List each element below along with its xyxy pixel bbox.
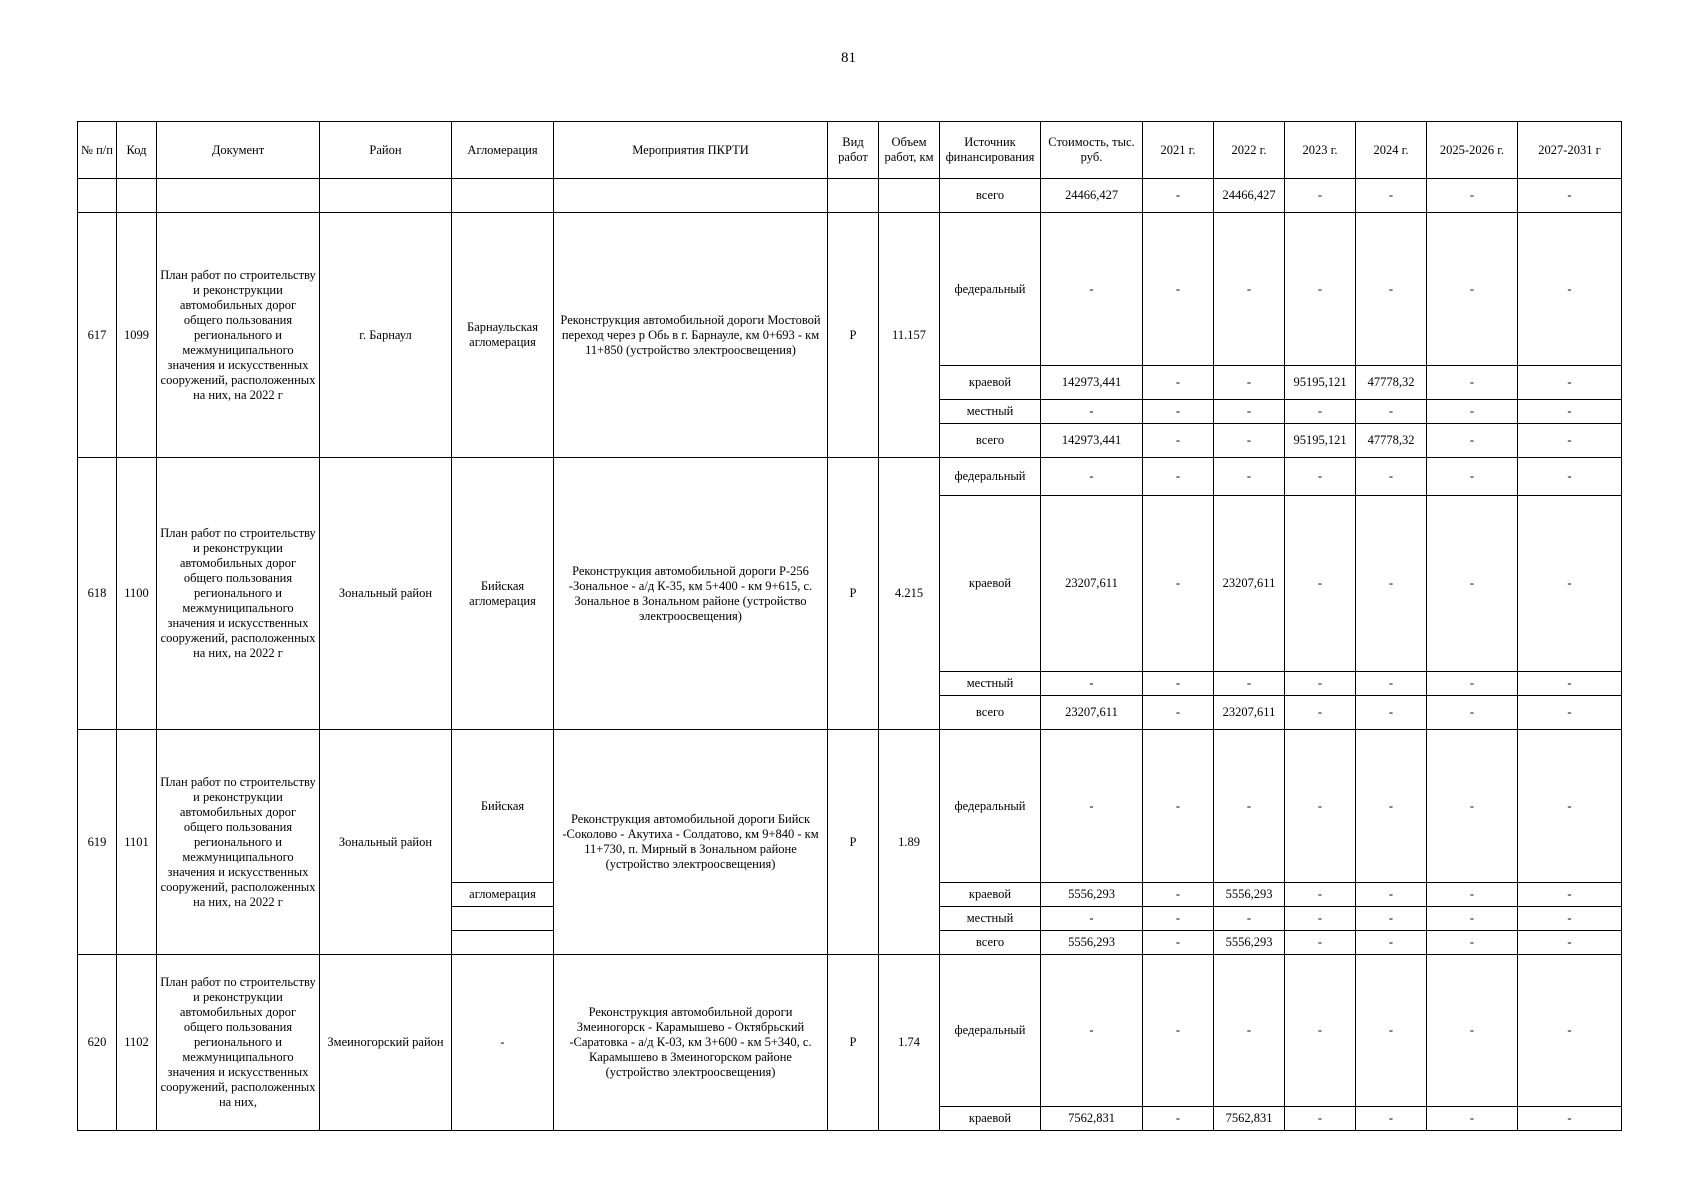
row-measures: Реконструкция автомобильной дороги Бийск -Соколово - Акутиха - Солдатово, км 9+840 - км 11+730, п. Мирный в Зональном районе (устройство электроосвещения): [554, 730, 828, 955]
year-2024-cell: -: [1356, 213, 1427, 366]
source-cell: федеральный: [940, 458, 1041, 496]
year-2023-cell: 95195,121: [1285, 424, 1356, 458]
header-2027-2031: 2027-2031 г: [1518, 122, 1622, 179]
entry-row: [78, 955, 1622, 1107]
year-2021-cell: -: [1143, 496, 1214, 672]
year-2022-cell: -: [1214, 213, 1285, 366]
entry-row: [78, 730, 1622, 883]
row-work-type: Р: [828, 213, 879, 458]
cost-cell: -: [1041, 730, 1143, 883]
carry-over-row: [78, 179, 1622, 213]
year-2023-cell: -: [1285, 400, 1356, 424]
cost-cell: 23207,611: [1041, 496, 1143, 672]
source-cell: местный: [940, 400, 1041, 424]
year-2027-2031-cell: -: [1518, 730, 1622, 883]
year-2023-cell: -: [1285, 213, 1356, 366]
year-2024-cell: -: [1356, 955, 1427, 1107]
header-volume: Объем работ, км: [879, 122, 940, 179]
year-2025-2026-cell: -: [1427, 424, 1518, 458]
year-2022-cell: -: [1214, 458, 1285, 496]
year-2023-cell: -: [1285, 672, 1356, 696]
source-cell: краевой: [940, 883, 1041, 907]
header-work-type: Вид работ: [828, 122, 879, 179]
year-2021-cell: -: [1143, 1107, 1214, 1131]
year-2021-cell: -: [1143, 458, 1214, 496]
year-2021-cell: -: [1143, 931, 1214, 955]
cost-cell: -: [1041, 400, 1143, 424]
entry-row: [78, 458, 1622, 496]
source-cell: местный: [940, 907, 1041, 931]
empty-cell: [452, 931, 554, 955]
year-2022-cell: 7562,831: [1214, 1107, 1285, 1131]
year-2023-cell: -: [1285, 730, 1356, 883]
year-2022-cell: 5556,293: [1214, 931, 1285, 955]
cost-cell: -: [1041, 458, 1143, 496]
year-2021-cell: -: [1143, 366, 1214, 400]
row-agglomeration: Бийская: [452, 730, 554, 883]
cost-cell: -: [1041, 955, 1143, 1107]
year-2027-2031-cell: -: [1518, 366, 1622, 400]
source-cell: федеральный: [940, 213, 1041, 366]
year-2021-cell: -: [1143, 213, 1214, 366]
row-work-type: Р: [828, 730, 879, 955]
row-district: Змеиногорский район: [320, 955, 452, 1131]
year-2023-cell: -: [1285, 907, 1356, 931]
year-2022-cell: -: [1214, 424, 1285, 458]
year-2021-cell: -: [1143, 955, 1214, 1107]
year-2027-2031-cell: -: [1518, 179, 1622, 213]
cost-cell: 23207,611: [1041, 696, 1143, 730]
year-2022-cell: 23207,611: [1214, 696, 1285, 730]
year-2027-2031-cell: -: [1518, 424, 1622, 458]
empty-cell: [452, 179, 554, 213]
page-number: 81: [841, 50, 856, 66]
year-2021-cell: -: [1143, 883, 1214, 907]
empty-cell: [320, 179, 452, 213]
year-2027-2031-cell: -: [1518, 458, 1622, 496]
row-number: 620: [78, 955, 117, 1131]
row-agglomeration: агломерация: [452, 883, 554, 907]
year-2025-2026-cell: -: [1427, 907, 1518, 931]
row-district: г. Барнаул: [320, 213, 452, 458]
year-2025-2026-cell: -: [1427, 400, 1518, 424]
year-2022-cell: 24466,427: [1214, 179, 1285, 213]
year-2025-2026-cell: -: [1427, 730, 1518, 883]
row-volume: 4.215: [879, 458, 940, 730]
year-2027-2031-cell: -: [1518, 907, 1622, 931]
year-2023-cell: -: [1285, 179, 1356, 213]
year-2023-cell: 95195,121: [1285, 366, 1356, 400]
header-num: № п/п: [78, 122, 117, 179]
row-work-type: Р: [828, 955, 879, 1131]
year-2025-2026-cell: -: [1427, 496, 1518, 672]
row-measures: Реконструкция автомобильной дороги Змеиногорск - Карамышево - Октябрьский -Саратовка - а/д К-03, км 3+600 - км 5+340, с. Карамышево в Змеиногорском районе (устройство электроосвещения): [554, 955, 828, 1131]
source-cell: всего: [940, 931, 1041, 955]
row-district: Зональный район: [320, 458, 452, 730]
row-volume: 1.74: [879, 955, 940, 1131]
year-2021-cell: -: [1143, 696, 1214, 730]
row-number: 617: [78, 213, 117, 458]
year-2024-cell: -: [1356, 1107, 1427, 1131]
year-2024-cell: -: [1356, 696, 1427, 730]
year-2024-cell: -: [1356, 883, 1427, 907]
row-agglomeration: -: [452, 955, 554, 1131]
header-2023: 2023 г.: [1285, 122, 1356, 179]
year-2024-cell: -: [1356, 179, 1427, 213]
cost-cell: 24466,427: [1041, 179, 1143, 213]
year-2024-cell: -: [1356, 400, 1427, 424]
header-code: Код: [117, 122, 157, 179]
row-code: 1102: [117, 955, 157, 1131]
cost-cell: 5556,293: [1041, 883, 1143, 907]
year-2025-2026-cell: -: [1427, 366, 1518, 400]
cost-cell: -: [1041, 672, 1143, 696]
header-2022: 2022 г.: [1214, 122, 1285, 179]
year-2024-cell: -: [1356, 496, 1427, 672]
financing-table: [77, 121, 1622, 1131]
year-2027-2031-cell: -: [1518, 213, 1622, 366]
year-2027-2031-cell: -: [1518, 672, 1622, 696]
source-cell: федеральный: [940, 955, 1041, 1107]
row-document: План работ по строительству и реконструкции автомобильных дорог общего пользования регионального и межмуниципального значения и искусственных сооружений, расположенных на них, на 2022 г: [157, 458, 320, 730]
year-2025-2026-cell: -: [1427, 931, 1518, 955]
row-code: 1101: [117, 730, 157, 955]
year-2027-2031-cell: -: [1518, 883, 1622, 907]
year-2021-cell: -: [1143, 907, 1214, 931]
header-agglomeration: Агломерация: [452, 122, 554, 179]
year-2025-2026-cell: -: [1427, 458, 1518, 496]
year-2024-cell: -: [1356, 730, 1427, 883]
year-2024-cell: -: [1356, 907, 1427, 931]
year-2025-2026-cell: -: [1427, 883, 1518, 907]
entry-row: [78, 213, 1622, 366]
year-2022-cell: -: [1214, 366, 1285, 400]
year-2024-cell: 47778,32: [1356, 424, 1427, 458]
row-volume: 1.89: [879, 730, 940, 955]
source-cell: краевой: [940, 1107, 1041, 1131]
year-2025-2026-cell: -: [1427, 955, 1518, 1107]
year-2023-cell: -: [1285, 458, 1356, 496]
year-2027-2031-cell: -: [1518, 696, 1622, 730]
row-work-type: Р: [828, 458, 879, 730]
year-2022-cell: -: [1214, 672, 1285, 696]
year-2023-cell: -: [1285, 883, 1356, 907]
year-2021-cell: -: [1143, 179, 1214, 213]
cost-cell: -: [1041, 213, 1143, 366]
year-2021-cell: -: [1143, 672, 1214, 696]
year-2025-2026-cell: -: [1427, 213, 1518, 366]
year-2021-cell: -: [1143, 730, 1214, 883]
year-2022-cell: -: [1214, 400, 1285, 424]
year-2023-cell: -: [1285, 1107, 1356, 1131]
row-code: 1100: [117, 458, 157, 730]
header-2021: 2021 г.: [1143, 122, 1214, 179]
source-cell: краевой: [940, 496, 1041, 672]
empty-cell: [78, 179, 117, 213]
header-cost: Стоимость, тыс. руб.: [1041, 122, 1143, 179]
source-cell: всего: [940, 424, 1041, 458]
cost-cell: 7562,831: [1041, 1107, 1143, 1131]
year-2023-cell: -: [1285, 496, 1356, 672]
source-cell: федеральный: [940, 730, 1041, 883]
header-measures: Мероприятия ПКРТИ: [554, 122, 828, 179]
cost-cell: 142973,441: [1041, 366, 1143, 400]
header-district: Район: [320, 122, 452, 179]
year-2024-cell: -: [1356, 672, 1427, 696]
year-2027-2031-cell: -: [1518, 1107, 1622, 1131]
year-2025-2026-cell: -: [1427, 179, 1518, 213]
source-cell: краевой: [940, 366, 1041, 400]
row-number: 618: [78, 458, 117, 730]
year-2021-cell: -: [1143, 400, 1214, 424]
row-document: План работ по строительству и реконструкции автомобильных дорог общего пользования регионального и межмуниципального значения и искусственных сооружений, расположенных на них,: [157, 955, 320, 1131]
row-document: План работ по строительству и реконструкции автомобильных дорог общего пользования регионального и межмуниципального значения и искусственных сооружений, расположенных на них, на 2022 г: [157, 730, 320, 955]
year-2025-2026-cell: -: [1427, 1107, 1518, 1131]
source-cell: всего: [940, 696, 1041, 730]
empty-cell: [117, 179, 157, 213]
source-cell: всего: [940, 179, 1041, 213]
row-code: 1099: [117, 213, 157, 458]
year-2023-cell: -: [1285, 955, 1356, 1107]
empty-cell: [452, 907, 554, 931]
year-2027-2031-cell: -: [1518, 496, 1622, 672]
year-2024-cell: -: [1356, 931, 1427, 955]
row-document: План работ по строительству и реконструкции автомобильных дорог общего пользования регионального и межмуниципального значения и искусственных сооружений, расположенных на них, на 2022 г: [157, 213, 320, 458]
header-row: [78, 122, 1622, 179]
year-2025-2026-cell: -: [1427, 696, 1518, 730]
row-district: Зональный район: [320, 730, 452, 955]
row-volume: 11.157: [879, 213, 940, 458]
year-2022-cell: -: [1214, 907, 1285, 931]
empty-cell: [157, 179, 320, 213]
empty-cell: [554, 179, 828, 213]
year-2022-cell: -: [1214, 955, 1285, 1107]
year-2021-cell: -: [1143, 424, 1214, 458]
year-2024-cell: 47778,32: [1356, 366, 1427, 400]
header-document: Документ: [157, 122, 320, 179]
empty-cell: [879, 179, 940, 213]
year-2022-cell: 23207,611: [1214, 496, 1285, 672]
year-2025-2026-cell: -: [1427, 672, 1518, 696]
year-2022-cell: 5556,293: [1214, 883, 1285, 907]
row-agglomeration: Бийская агломерация: [452, 458, 554, 730]
year-2027-2031-cell: -: [1518, 400, 1622, 424]
year-2024-cell: -: [1356, 458, 1427, 496]
source-cell: местный: [940, 672, 1041, 696]
year-2027-2031-cell: -: [1518, 955, 1622, 1107]
year-2023-cell: -: [1285, 931, 1356, 955]
header-2025-2026: 2025-2026 г.: [1427, 122, 1518, 179]
cost-cell: 5556,293: [1041, 931, 1143, 955]
row-measures: Реконструкция автомобильной дороги Мостовой переход через р Обь в г. Барнауле, км 0+693 - км 11+850 (устройство электроосвещения): [554, 213, 828, 458]
year-2023-cell: -: [1285, 696, 1356, 730]
cost-cell: 142973,441: [1041, 424, 1143, 458]
year-2027-2031-cell: -: [1518, 931, 1622, 955]
header-2024: 2024 г.: [1356, 122, 1427, 179]
row-number: 619: [78, 730, 117, 955]
empty-cell: [828, 179, 879, 213]
row-agglomeration: Барнаульская агломерация: [452, 213, 554, 458]
year-2022-cell: -: [1214, 730, 1285, 883]
row-measures: Реконструкция автомобильной дороги Р-256 -Зональное - а/д К-35, км 5+400 - км 9+615, с. Зональное в Зональном районе (устройство электроосвещения): [554, 458, 828, 730]
header-source: Источник финансирования: [940, 122, 1041, 179]
cost-cell: -: [1041, 907, 1143, 931]
